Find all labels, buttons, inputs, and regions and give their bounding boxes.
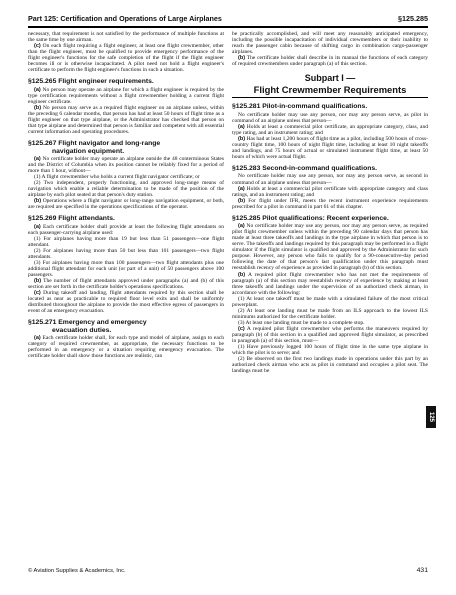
- paragraph: [28, 156, 224, 174]
- paragraph: [232, 326, 428, 344]
- paragraph: [28, 198, 224, 210]
- paragraph-label: (a): [238, 223, 245, 230]
- paragraph-text: (1) Have previously logged 100 hours of flight time in the same type airplane in which the pilot is to serve; and: [232, 344, 428, 357]
- section-heading-line: §125.267 Flight navigator and long-range: [28, 140, 161, 148]
- paragraph-text: No person may serve as a required flight engineer on an airplane unless, within the preceding 6 calendar months, that person has had at least 50 hours of flight time as a flight engineer on that type airplane, or the Administrator has checked that person on that type airplane and determined that person is familiar and competent with all essential current information and operating procedures.: [28, 104, 225, 136]
- part-tab: [426, 406, 436, 428]
- section-heading: [28, 319, 224, 334]
- paragraph-text: No certificate holder may use any person, nor may any person serve, as required pilot flight crewmember unless within the preceding 90 calendar days that person has made at least three takeoffs and landings in the type airplane in which that person is to serve. The takeoffs and landings required by this paragraph may be performed in a flight simulator if the flight simulator is qualified and approved by the Administrator for such purpose. However, any person who fails to qualify for a 90-consecutive-day period following the date of that person's last qualification under this paragraph must reestablish recency of experience as provided in paragraph (b) of this section.: [232, 223, 428, 272]
- paragraph-label: (b): [34, 104, 42, 111]
- paragraph-text: Has had at least 1,200 hours of flight time as a pilot, including 500 hours of cross-country flight time, 100 hours of night flight time, including at least 10 night takeoffs and landings, and 75 hours of actual or simulated instrument flight time, at least 50 hours of which were actual flight.: [232, 135, 429, 161]
- paragraph: [232, 198, 428, 210]
- paragraph-label: (c): [34, 43, 41, 50]
- paragraph-label: (a): [238, 185, 245, 192]
- paragraph-label: (b): [34, 278, 42, 285]
- paragraph-text: On each flight requiring a flight engineer, at least one flight crewmember, other than the flight engineer, must be qualified to provide emergency performance of the flight engineer's functions for the safe completion of the flight if the flight engineer becomes ill or is otherwise incapacitated. A pilot need not hold a flight engineer's certificate to perform the flight engineer's functions in such a situation.: [28, 43, 225, 74]
- paragraph: [28, 278, 224, 290]
- paragraph: [28, 335, 224, 359]
- paragraph-text: A required pilot flight crewmember who performs the maneuvers required by paragraph (b) of this section in a qualified and approved flight simulator, as prescribed in paragraph (a) of this section, must—: [232, 325, 428, 345]
- footer-copyright: © Aviation Supplies & Academics, Inc.: [28, 568, 126, 574]
- right-column: [232, 31, 428, 374]
- paragraph-label: (b): [238, 197, 246, 204]
- paragraph: [28, 31, 224, 43]
- section-heading-line: evacuation duties.: [52, 326, 112, 334]
- paragraph-text: necessary, that requirement is not satisfied by the performance of multiple functions at the same time by one airman.: [28, 31, 224, 44]
- header-rule: [28, 26, 428, 28]
- paragraph-text: No certificate holder may use any person, nor may any person serve, as second in command of an airplane unless that person—: [232, 173, 428, 186]
- paragraph: [28, 290, 224, 314]
- paragraph-label: (b): [34, 198, 42, 205]
- paragraph: [232, 308, 428, 320]
- paragraph-label: (a): [34, 335, 41, 342]
- paragraph: [28, 43, 224, 73]
- section-heading-line: §125.285 Pilot qualifications: Recent experience.: [232, 214, 389, 222]
- section-heading-line: §125.265 Flight engineer requirements.: [28, 78, 154, 86]
- paragraph-text: (2) Two independent, properly functioning, and approved long-range means of navigation which enable a reliable determination to be made of the position of the airplane by each pilot seated at that person's duty station.: [28, 180, 224, 199]
- paragraph-text: (3) At least one landing must be made to a complete stop.: [238, 319, 365, 326]
- section-heading-line: §125.269 Flight attendants.: [28, 215, 115, 223]
- paragraph: [232, 31, 428, 55]
- section-heading: [232, 103, 428, 110]
- paragraph: [232, 136, 428, 160]
- paragraph: [28, 180, 224, 198]
- section-heading-line: navigation equipment.: [52, 147, 125, 155]
- header-section-number: §125.285: [398, 14, 428, 23]
- paragraph: [28, 248, 224, 260]
- paragraph-label: (a): [34, 86, 41, 93]
- paragraph: [232, 296, 428, 308]
- paragraph: [28, 260, 224, 278]
- section-heading-line: §125.283 Second-in-command qualifications.: [232, 165, 378, 173]
- paragraph: [232, 124, 428, 136]
- paragraph-text: Holds at least a commercial pilot certificate with appropriate category and class ratings, and an instrument rating; and: [232, 185, 428, 198]
- paragraph: [232, 55, 428, 67]
- paragraph: [28, 224, 224, 236]
- section-heading: [232, 215, 428, 222]
- section-heading: [28, 215, 224, 222]
- paragraph-label: (a): [34, 155, 41, 162]
- paragraph: [232, 356, 428, 374]
- paragraph-text: During takeoff and landing, flight attendants required by this section shall be located as near as practicable to required floor level exits and shall be uniformly distributed throughout the airplane to provide the most effective egress of passengers in event of an emergency evacuation.: [28, 290, 224, 315]
- page-number: 431: [416, 567, 428, 574]
- section-heading: [232, 165, 428, 172]
- left-column: [28, 31, 224, 359]
- paragraph: [28, 105, 224, 135]
- paragraph-text: (1) At least one takeoff must be made with a simulated failure of the most critical powerplant.: [232, 295, 428, 308]
- paragraph-text: Each certificate holder shall, for each type and model of airplane, assign to each category of required crewmember, as appropriate, the necessary functions to be performed in an emergency or a situation requiring emergency evacuation. The certificate holder shall show those functions are realistic, can: [28, 335, 225, 360]
- paragraph-text: (2) Be observed on the first two landings made in operations under this part by an authorized check airman who acts as pilot in command and occupies a pilot seat. The landings must be: [232, 356, 428, 375]
- paragraph-label: (b): [238, 55, 246, 62]
- paragraph: [232, 186, 428, 198]
- paragraph-label: (b): [238, 135, 246, 142]
- section-heading-line: §125.281 Pilot-in-command qualifications.: [232, 103, 368, 111]
- subpart-title: Flight Crewmember Requirements: [253, 84, 407, 96]
- section-heading-line: §125.271 Emergency and emergency: [28, 319, 147, 327]
- section-heading: [28, 140, 224, 155]
- paragraph-text: (3) For airplanes having more than 100 passengers—two flight attendants plus one additional flight attendant for each unit (or part of a unit) of 50 passengers above 100 passengers.: [28, 260, 224, 279]
- paragraph: [232, 272, 428, 296]
- paragraph-text: The certificate holder shall describe in its manual the functions of each category of required crewmembers under paragraph (a) of this section.: [232, 55, 429, 68]
- paragraph-text: Each certificate holder shall provide at least the following flight attendants on each passenger-carrying airplane used:: [28, 223, 224, 236]
- paragraph-text: (1) For airplanes having more than 19 but less than 51 passengers—one flight attendant.: [28, 235, 224, 248]
- header-part-title: Part 125: Certification and Operations of Large Airplanes: [28, 14, 222, 23]
- section-heading: [28, 78, 224, 85]
- subpart-heading: [232, 73, 428, 98]
- paragraph-text: Holds at least a commercial pilot certificate, an appropriate category, class, and type rating, and an instrument rating; and: [232, 123, 428, 136]
- paragraph: [232, 223, 428, 271]
- paragraph: [232, 112, 428, 124]
- paragraph-text: No person may operate an airplane for which a flight engineer is required by the type certification requirements without a flight crewmember holding a current flight engineer certificate.: [28, 86, 225, 105]
- paragraph: [232, 344, 428, 356]
- paragraph-text: For flight under IFR, meets the recent instrument experience requirements prescribed for a pilot in command in part 61 of this chapter.: [232, 197, 429, 210]
- paragraph: [28, 236, 224, 248]
- running-header: [0, 8, 456, 28]
- paragraph-text: be practically accomplished, and will meet any reasonably anticipated emergency, including the possible incapacitation of individual crewmembers or their inability to reach the passenger cabin because of shifting cargo in combination cargo-passenger airplanes.: [232, 31, 428, 56]
- paragraph: [232, 173, 428, 185]
- paragraph-text: (2) At least one landing must be made from an ILS approach to the lowest ILS minimums authorized for the certificate holder.: [232, 307, 428, 320]
- paragraph-text: (2) For airplanes having more than 50 but less than 101 passengers—two flight attendants.: [28, 247, 224, 260]
- paragraph-label: (c): [238, 325, 245, 332]
- paragraph-label: (a): [34, 223, 41, 230]
- paragraph-label: (a): [238, 123, 245, 130]
- paragraph-text: (1) A flight crewmember who holds a current flight navigator certificate; or: [34, 174, 200, 181]
- paragraph-text: No certificate holder may operate an airplane outside the 48 conterminous States and the District of Columbia when its position cannot be reliably fixed for a period of more than 1 hour, without—: [28, 155, 224, 175]
- paragraph-text: The number of flight attendants approved under paragraphs (a) and (b) of this section are set forth in the certificate holder's operations specifications.: [28, 278, 224, 291]
- paragraph-text: Operations where a flight navigator or long-range navigation equipment, or both, are required are specified in the operations specifications of the operator.: [28, 198, 224, 211]
- paragraph-label: (b): [238, 271, 246, 278]
- paragraph-label: (c): [34, 290, 41, 297]
- paragraph-text: No certificate holder may use any person, nor may any person serve, as pilot in command of an airplane unless that person—: [232, 111, 428, 124]
- part-tab-label: 125: [428, 411, 435, 423]
- subpart-rule: [232, 97, 428, 98]
- paragraph-text: A required pilot flight crewmember who has not met the requirements of paragraph (a) of this section may reestablish recency of experience by making at least three takeoffs and landings under the supervision of an authorized check airman, in accordance with the following:: [232, 271, 428, 296]
- paragraph: [28, 87, 224, 105]
- subpart-label: Subpart I —: [304, 73, 356, 84]
